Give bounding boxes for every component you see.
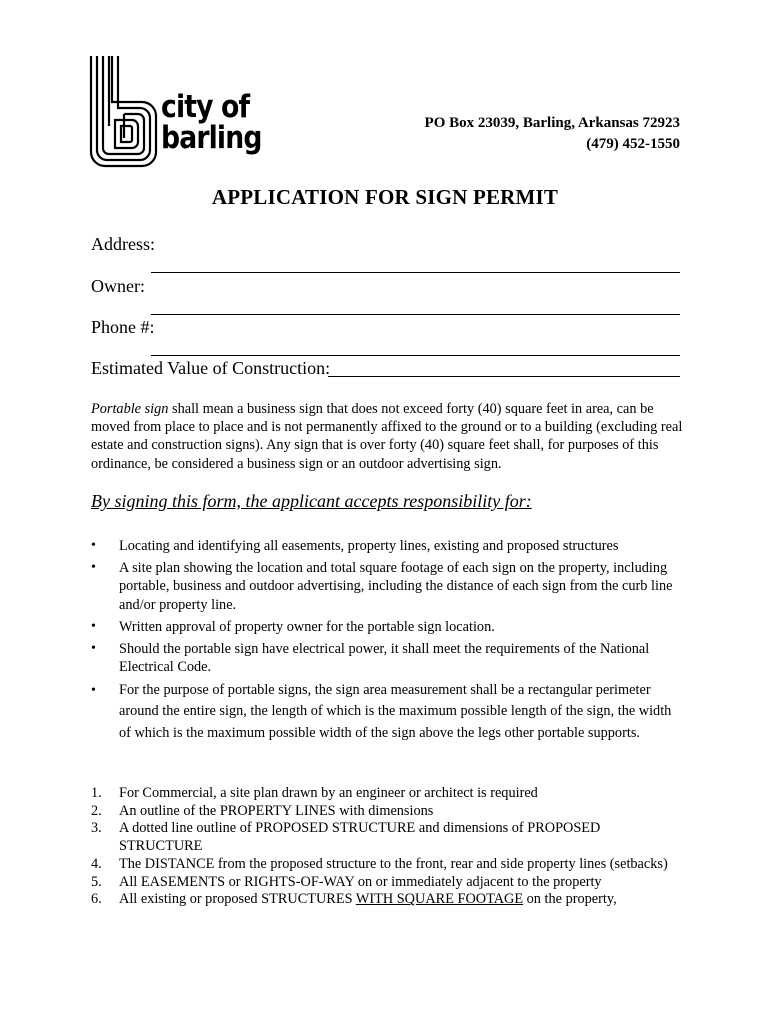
list-item: • Locating and identifying all easements, property lines, existing and proposed structures — [91, 538, 619, 554]
list-item: • Written approval of property owner for the portable sign location. — [91, 618, 495, 635]
address-label: Address: — [91, 234, 155, 254]
contact-block — [425, 113, 680, 155]
owner-label: Owner: — [91, 276, 145, 296]
bullet-icon: • — [91, 682, 96, 698]
bullet-icon: • — [91, 559, 96, 575]
responsibility-list — [91, 537, 686, 748]
definition-text: shall mean a business sign that does not exceed forty (40) square feet in area, can be moved from place to place and is not permanently affixed to the ground or to a building (excluding real estate and construction signs). Any sign that is over forty (40) square feet shall, for purposes of this ordinance, be considered a business sign or an outdoor advertising sign. — [91, 401, 683, 472]
owner-line[interactable] — [151, 314, 680, 315]
numbered-item: 6. All existing or proposed STRUCTURES WITH SQUARE FOOTAGE on the property, — [91, 891, 617, 908]
list-item: • For the purpose of portable signs, the sign area measurement shall be a rectangular perimeter around the entire sign, the length of which is the maximum possible length of the sign, the width of which is the maximum possible width of the sign above the legs other portable supports. — [91, 681, 672, 741]
page-title: APPLICATION FOR SIGN PERMIT — [211, 185, 559, 209]
phone-line[interactable] — [151, 355, 680, 356]
phone-label: Phone #: — [91, 317, 155, 337]
numbered-item: 3. A dotted line outline of PROPOSED STRUCTURE and dimensions of PROPOSED STRUCTURE — [91, 820, 601, 855]
city-b-logo-icon — [88, 54, 158, 169]
bullet-icon: • — [91, 640, 96, 656]
list-item: • A site plan showing the location and total square footage of each sign on the property, including portable, business and outdoor advertising, including the distance of each sign from the curb line and/or property line. — [91, 559, 673, 613]
city-logo-wordmark — [161, 89, 262, 156]
bullet-icon: • — [91, 618, 96, 634]
numbered-item: 2. An outline of the PROPERTY LINES with dimensions — [91, 802, 434, 819]
definition-term: Portable sign — [91, 401, 169, 417]
numbered-item: 1. For Commercial, a site plan drawn by an engineer or architect is required — [91, 785, 538, 801]
numbered-item: 4. The DISTANCE from the proposed structure to the front, rear and side property lines (setbacks) — [91, 855, 668, 872]
mailing-address: PO Box 23039, Barling, Arkansas 72923 — [424, 115, 680, 131]
address-line[interactable] — [151, 272, 680, 273]
estimated-value-line[interactable] — [328, 376, 680, 377]
city-logo — [88, 54, 263, 169]
bullet-icon: • — [91, 538, 96, 553]
phone-number: (479) 452-1550 — [586, 136, 680, 152]
logo-line-2: barling — [161, 120, 262, 156]
numbered-item: 5. All EASEMENTS or RIGHTS-OF-WAY on or immediately adjacent to the property — [91, 873, 602, 890]
estimated-value-label: Estimated Value of Construction: — [91, 358, 331, 378]
portable-sign-definition — [91, 400, 683, 473]
list-item: • Should the portable sign have electrical power, it shall meet the requirements of the National Electrical Code. — [91, 640, 650, 675]
logo-line-1: city of — [161, 89, 250, 125]
requirements-list — [91, 785, 686, 909]
responsibility-heading: By signing this form, the applicant accepts responsibility for: — [91, 491, 532, 511]
